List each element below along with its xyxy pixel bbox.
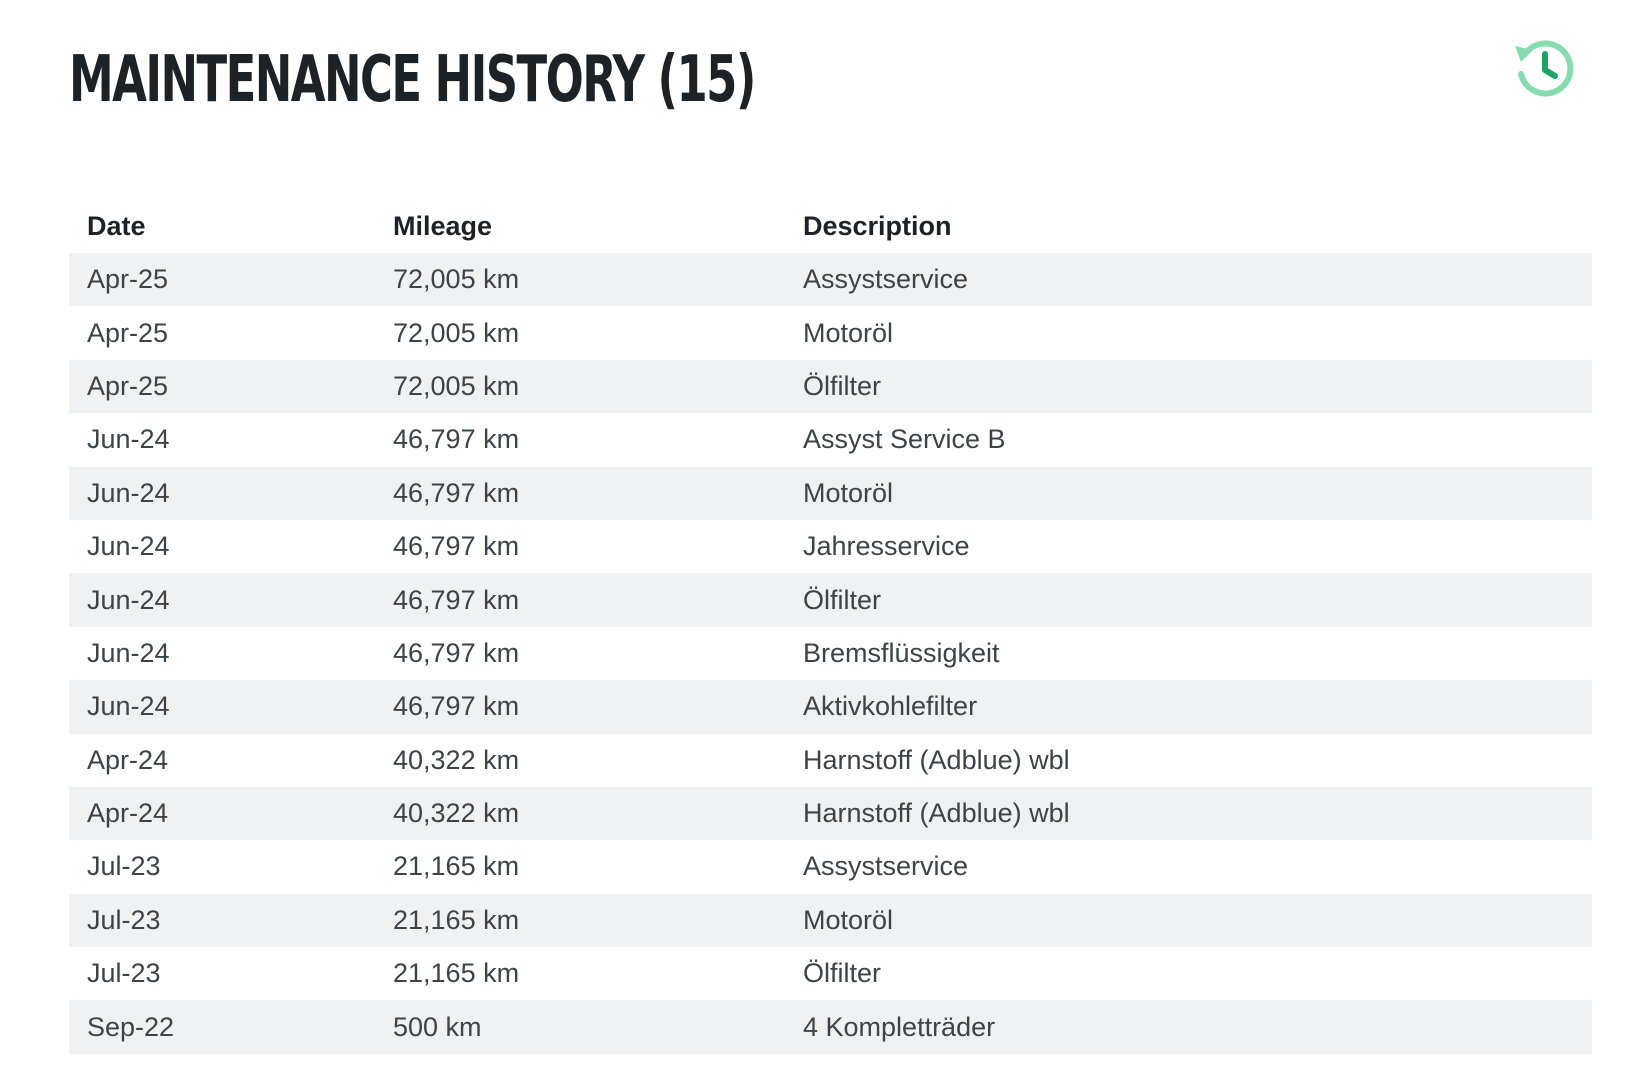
cell-mileage: 21,165 km	[393, 851, 520, 882]
table-row	[69, 894, 1592, 947]
cell-description: Assystservice	[803, 264, 969, 295]
cell-description: Ölfilter	[803, 370, 882, 401]
cell-mileage: 500 km	[393, 1011, 482, 1042]
cell-description: Motoröl	[803, 904, 894, 935]
table-body	[69, 253, 1592, 1054]
cell-description: Ölfilter	[803, 584, 882, 615]
cell-description: Assystservice	[803, 851, 969, 882]
column-header-mileage: Mileage	[393, 211, 493, 241]
cell-mileage: 46,797 km	[393, 584, 520, 615]
cell-description: Ölfilter	[803, 958, 882, 989]
cell-mileage: 46,797 km	[393, 637, 520, 668]
cell-mileage: 46,797 km	[393, 691, 520, 722]
table-row	[69, 573, 1592, 626]
cell-description: Jahresservice	[803, 531, 970, 562]
table-row	[69, 680, 1592, 733]
table-row	[69, 413, 1592, 466]
cell-date: Apr-25	[87, 317, 169, 348]
history-button[interactable]	[1507, 30, 1583, 106]
cell-date: Jun-24	[87, 477, 170, 508]
cell-date: Jul-23	[87, 904, 161, 935]
cell-mileage: 40,322 km	[393, 744, 520, 775]
history-clock-icon	[1509, 32, 1581, 104]
maintenance-history-panel	[69, 0, 1592, 1080]
cell-description: Harnstoff (Adblue) wbl	[803, 744, 1070, 775]
cell-description: Bremsflüssigkeit	[803, 637, 1000, 668]
cell-mileage: 72,005 km	[393, 317, 520, 348]
cell-date: Jun-24	[87, 424, 170, 455]
cell-mileage: 21,165 km	[393, 904, 520, 935]
table-row	[69, 306, 1592, 359]
cell-mileage: 72,005 km	[393, 370, 520, 401]
page-title: MAINTENANCE HISTORY (15)	[69, 43, 755, 117]
table-row	[69, 734, 1592, 787]
table-row	[69, 787, 1592, 840]
table-row	[69, 253, 1592, 306]
cell-date: Sep-22	[87, 1011, 175, 1042]
column-header-description: Description	[803, 211, 952, 241]
cell-date: Jul-23	[87, 851, 161, 882]
cell-date: Apr-24	[87, 744, 169, 775]
column-header-date: Date	[87, 211, 146, 241]
cell-mileage: 21,165 km	[393, 958, 520, 989]
cell-mileage: 46,797 km	[393, 531, 520, 562]
table-row	[69, 840, 1592, 893]
cell-description: Aktivkohlefilter	[803, 691, 978, 722]
cell-date: Jul-23	[87, 958, 161, 989]
cell-description: Motoröl	[803, 317, 894, 348]
cell-date: Apr-25	[87, 264, 169, 295]
cell-date: Apr-24	[87, 798, 169, 829]
cell-date: Jun-24	[87, 691, 170, 722]
table-row	[69, 947, 1592, 1000]
cell-description: Motoröl	[803, 477, 894, 508]
table-row	[69, 467, 1592, 520]
cell-mileage: 40,322 km	[393, 798, 520, 829]
cell-date: Jun-24	[87, 531, 170, 562]
table-row	[69, 627, 1592, 680]
cell-date: Jun-24	[87, 584, 170, 615]
table-row	[69, 360, 1592, 413]
cell-description: Harnstoff (Adblue) wbl	[803, 798, 1070, 829]
cell-description: 4 Kompletträder	[803, 1011, 996, 1042]
cell-date: Apr-25	[87, 370, 169, 401]
cell-mileage: 46,797 km	[393, 477, 520, 508]
table-header-row	[69, 200, 1592, 253]
maintenance-table	[69, 200, 1592, 1054]
table-row	[69, 1000, 1592, 1053]
cell-mileage: 72,005 km	[393, 264, 520, 295]
cell-mileage: 46,797 km	[393, 424, 520, 455]
cell-description: Assyst Service B	[803, 424, 1006, 455]
cell-date: Jun-24	[87, 637, 170, 668]
table-row	[69, 520, 1592, 573]
